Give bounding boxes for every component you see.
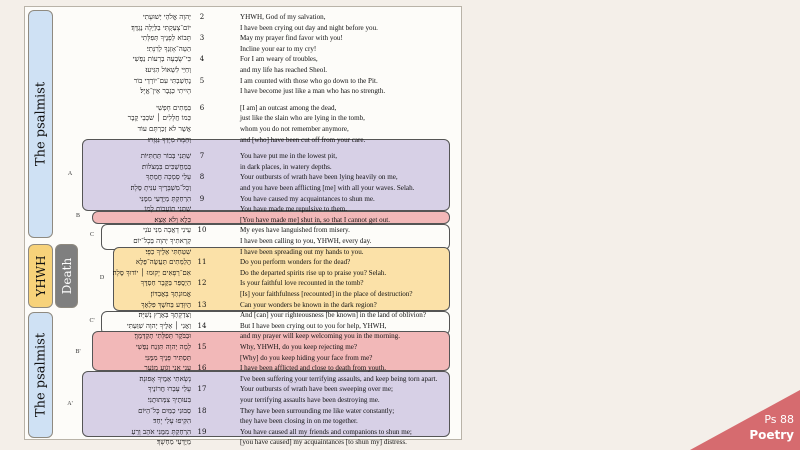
- english-text: My eyes have languished from misery.: [240, 226, 350, 235]
- hebrew-text: עָלַי סָמְכָה חֲמָתֶךָ: [145, 173, 191, 182]
- english-text: But I have been crying out to you for help, YHWH,: [240, 321, 387, 330]
- mark-B: B: [75, 213, 80, 219]
- hebrew-text: עָנִי אֲנִי וְגֹוֵעַ מִנֹּעַר: [144, 364, 191, 373]
- english-text: Is your faithful love recounted in the tomb?: [240, 279, 364, 288]
- hebrew-text: שִׁטַּחְתִּי אֵלֶיךָ כַפָּי׃: [145, 247, 191, 256]
- hebrew-text: בְּמַחֲשַׁכִּים בִּמְצֹלוֹת׃: [142, 162, 191, 171]
- hebrew-text: הַטֵּה־אָזְנְךָ לְרִנָּתִי׃: [146, 44, 191, 53]
- english-text: I have been crying out day and night before you.: [240, 23, 378, 32]
- verse-number: 14: [197, 321, 207, 330]
- verse-number: 7: [199, 152, 205, 161]
- verse-number: 13: [197, 300, 207, 309]
- verse-number: 17: [197, 385, 207, 394]
- verse-number: 8: [199, 173, 205, 182]
- english-text: and my prayer will keep welcoming you in the morning.: [240, 332, 400, 341]
- hebrew-text: הִקִּיפוּ עָלַי יָחַד׃: [153, 417, 191, 426]
- english-text: YHWH, God of my salvation,: [240, 13, 326, 21]
- english-text: [I am] an outcast among the dead,: [240, 103, 337, 112]
- english-text: And [can] your righteousness [be known] in the land of oblivion?: [240, 311, 426, 320]
- english-text: I have become just like a man who has no strength.: [240, 87, 386, 96]
- english-text: I am counted with those who go down to the Pit.: [240, 76, 378, 85]
- hebrew-text: שַׁתַּנִי תוֹעֵבוֹת לָמוֹ: [144, 205, 191, 214]
- verse-number: 15: [197, 343, 207, 351]
- hebrew-text: עָלַי עָבְרוּ חֲרוֹנֶיךָ: [147, 385, 191, 394]
- english-text: just like the slain who are lying in the tomb,: [240, 114, 365, 123]
- english-text: [You have made me] shut in, so that I cannot get out.: [240, 215, 390, 224]
- english-text: Your outbursts of wrath have been sweeping over me;: [240, 385, 393, 394]
- mark-A-prime: A': [67, 401, 73, 407]
- hebrew-text: וּבַבֹּקֶר תְּפִלָּתִי תְקַדְּמֶךָּ׃: [134, 332, 191, 341]
- hebrew-text: קְרָאתִיךָ יְהוָה בְּכָל־יוֹם: [133, 237, 191, 245]
- english-text: and [who] have been cut off from your care.: [240, 135, 366, 144]
- mark-D: D: [99, 275, 105, 281]
- english-text: and you have been afflicting [me] with all your waves. Selah.: [240, 184, 415, 192]
- hebrew-text: וַאֲנִי ׀ אֵלֶיךָ יְהוָה שִׁוַּעְתִּי: [126, 321, 191, 330]
- hebrew-text: נֶחְשַׁבְתִּי עִם־יוֹרְדֵי בוֹר: [133, 76, 191, 85]
- hebrew-text: כִּי־שָׂבְעָה בְרָעוֹת נַפְשִׁי: [132, 55, 191, 64]
- hebrew-text: הֲלַמֵּתִים תַּעֲשֶׂה־פֶּלֶא: [135, 258, 191, 267]
- hebrew-text: בַּמֵּתִים חָפְשִׁי: [156, 103, 191, 112]
- side-label-bottom-text: The psalmist: [33, 332, 48, 418]
- english-text: You have caused my acquaintances to shun me.: [240, 194, 375, 203]
- verse-number: 3: [199, 34, 205, 43]
- hebrew-text: תָּבוֹא לְפָנֶיךָ תְּפִלָּתִי: [141, 34, 191, 43]
- english-text: Do the departed spirits rise up to praise you? Selah.: [240, 268, 387, 277]
- english-text: For I am weary of troubles,: [240, 55, 318, 64]
- english-text: May my prayer find favor with you!: [240, 34, 343, 43]
- verse-number: 11: [197, 258, 207, 267]
- mark-A: A: [67, 171, 73, 177]
- verse-number: 9: [199, 194, 205, 203]
- english-text: [Is] your faithfulness [recounted] in the place of destruction?: [240, 290, 413, 298]
- hebrew-text: אֱמוּנָתְךָ בָּאֲבַדּוֹן׃: [150, 290, 191, 298]
- english-text: Can your wonders be known in the dark region?: [240, 300, 377, 309]
- english-text: I've been suffering your terrifying assaults, and keep being torn apart.: [240, 374, 438, 383]
- side-label-middle-outer-text: YHWH: [33, 255, 48, 297]
- english-text: You have caused all my friends and companions to shun me;: [240, 427, 412, 436]
- verse-number: 19: [197, 427, 207, 436]
- english-text: in dark places, in watery depths.: [240, 162, 332, 171]
- english-text: Incline your ear to my cry!: [240, 44, 317, 53]
- hebrew-text: הִרְחַקְתָּ מִמֶּנִּי אֹהֵב וָרֵעַ: [131, 427, 191, 436]
- mark-C-prime: C': [89, 318, 95, 324]
- hebrew-text: וְכָל־מִשְׁבָּרֶיךָ עִנִּיתָ סֶּלָה׃: [130, 184, 191, 192]
- english-text: You have put me in the lowest pit,: [240, 152, 338, 161]
- badge-genre: Poetry: [749, 428, 794, 442]
- hebrew-text: לָמָה יְהוָה תִּזְנַח נַפְשִׁי: [135, 343, 191, 351]
- english-text: I have been afflicted and close to death from youth.: [240, 364, 387, 373]
- english-text: your terrifying assaults have been destroying me.: [240, 396, 380, 404]
- hebrew-text: הֲיִוָּדַע בַּחֹשֶׁךְ פִּלְאֶךָ: [141, 300, 191, 309]
- hebrew-text: סַבּוּנִי כַמַּיִם כָּל־הַיּוֹם: [138, 406, 191, 415]
- english-text: Your outbursts of wrath have been lying heavily on me,: [240, 173, 398, 182]
- hebrew-text: שַׁתַּנִי בְּבוֹר תַּחְתִּיּוֹת: [140, 152, 191, 161]
- english-text: I have been calling to you, YHWH, every day.: [240, 237, 372, 245]
- hebrew-text: עֵינִי דָאֲבָה מִנִּי עֹנִי: [143, 226, 191, 235]
- mark-C: C: [89, 232, 94, 238]
- english-text: [Why] do you keep hiding your face from me?: [240, 353, 373, 362]
- hebrew-text: הִרְחַקְתָּ מְיֻדָּעַי מִמֶּנִּי: [139, 194, 191, 203]
- hebrew-text: יוֹם־צָעַקְתִּי בַלַּיְלָה נֶגְדֶּךָ׃: [131, 23, 191, 32]
- verse-number: 16: [197, 364, 207, 373]
- hebrew-text: יְהוָה אֱלֹהֵי יְשׁוּעָתִי: [142, 13, 191, 21]
- side-label-middle-inner-text: Death: [59, 257, 74, 295]
- hebrew-text: אֲשֶׁר לֹא זְכַרְתָּם עוֹד: [137, 125, 191, 133]
- hebrew-text: כְּמוֹ חֲלָלִים ׀ שֹׁכְבֵי קֶבֶר: [127, 114, 191, 123]
- verse-number: 10: [197, 226, 207, 235]
- english-text: whom you do not remember anymore,: [240, 125, 349, 133]
- english-text: and my life has reached Sheol.: [240, 66, 328, 74]
- english-text: Do you perform wonders for the dead?: [240, 258, 351, 267]
- verse-number: 12: [197, 279, 207, 288]
- psalm-badge: [690, 390, 800, 450]
- english-text: they have been closing in on me together.: [240, 417, 358, 426]
- english-text: You have made me repulsive to them.: [240, 205, 348, 214]
- side-label-top-text: The psalmist: [33, 81, 48, 167]
- hebrew-text: וְצִדְקָתְךָ בְּאֶרֶץ נְשִׁיָּה׃: [138, 311, 191, 320]
- verse-number: 18: [197, 406, 207, 415]
- hebrew-text: וְהֵמָּה מִיָּדְךָ נִגְזָרוּ׃: [147, 135, 191, 144]
- verse-number: 4: [199, 55, 205, 64]
- hebrew-text: בִּעוּתֶיךָ צִמְּתוּתֻנִי׃: [147, 396, 191, 404]
- hebrew-text: נָשָׂאתִי אֵמֶיךָ אָפוּנָה׃: [139, 374, 191, 383]
- hebrew-text: הַיְסֻפַּר בַּקֶּבֶר חַסְדֶּךָ: [140, 279, 191, 288]
- badge-psalm-ref: Ps 88: [764, 413, 794, 426]
- english-text: Why, YHWH, do you keep rejecting me?: [240, 343, 358, 351]
- english-text: I have been spreading out my hands to you.: [240, 247, 364, 256]
- hebrew-text: מְיֻדָּעַי מַחְשָׁךְ׃: [156, 438, 191, 447]
- english-text: They have been surrounding me like water constantly;: [240, 406, 395, 415]
- verse-number: 6: [199, 103, 205, 112]
- hebrew-text: כָּלֻא וְלֹא אֵצֵא׃: [154, 215, 191, 224]
- mark-B-prime: B': [75, 349, 81, 355]
- verse-number: 2: [199, 13, 205, 21]
- verse-line: [25, 436, 463, 449]
- english-text: [you have caused] my acquaintances [to shun my] distress.: [240, 438, 407, 447]
- psalm-document: [24, 6, 462, 447]
- hebrew-text: אִם־רְפָאִים יָקוּמוּ ׀ יוֹדוּךָ סֶּלָה׃: [112, 268, 191, 277]
- verse-number: 5: [199, 76, 205, 85]
- hebrew-text: הָיִיתִי כְּגֶבֶר אֵין־אֱיָל׃: [140, 87, 191, 96]
- hebrew-text: תַּסְתִּיר פָּנֶיךָ מִמֶּנִּי׃: [145, 353, 191, 362]
- hebrew-text: וְחַיַּי לִשְׁאוֹל הִגִּיעוּ׃: [145, 66, 191, 74]
